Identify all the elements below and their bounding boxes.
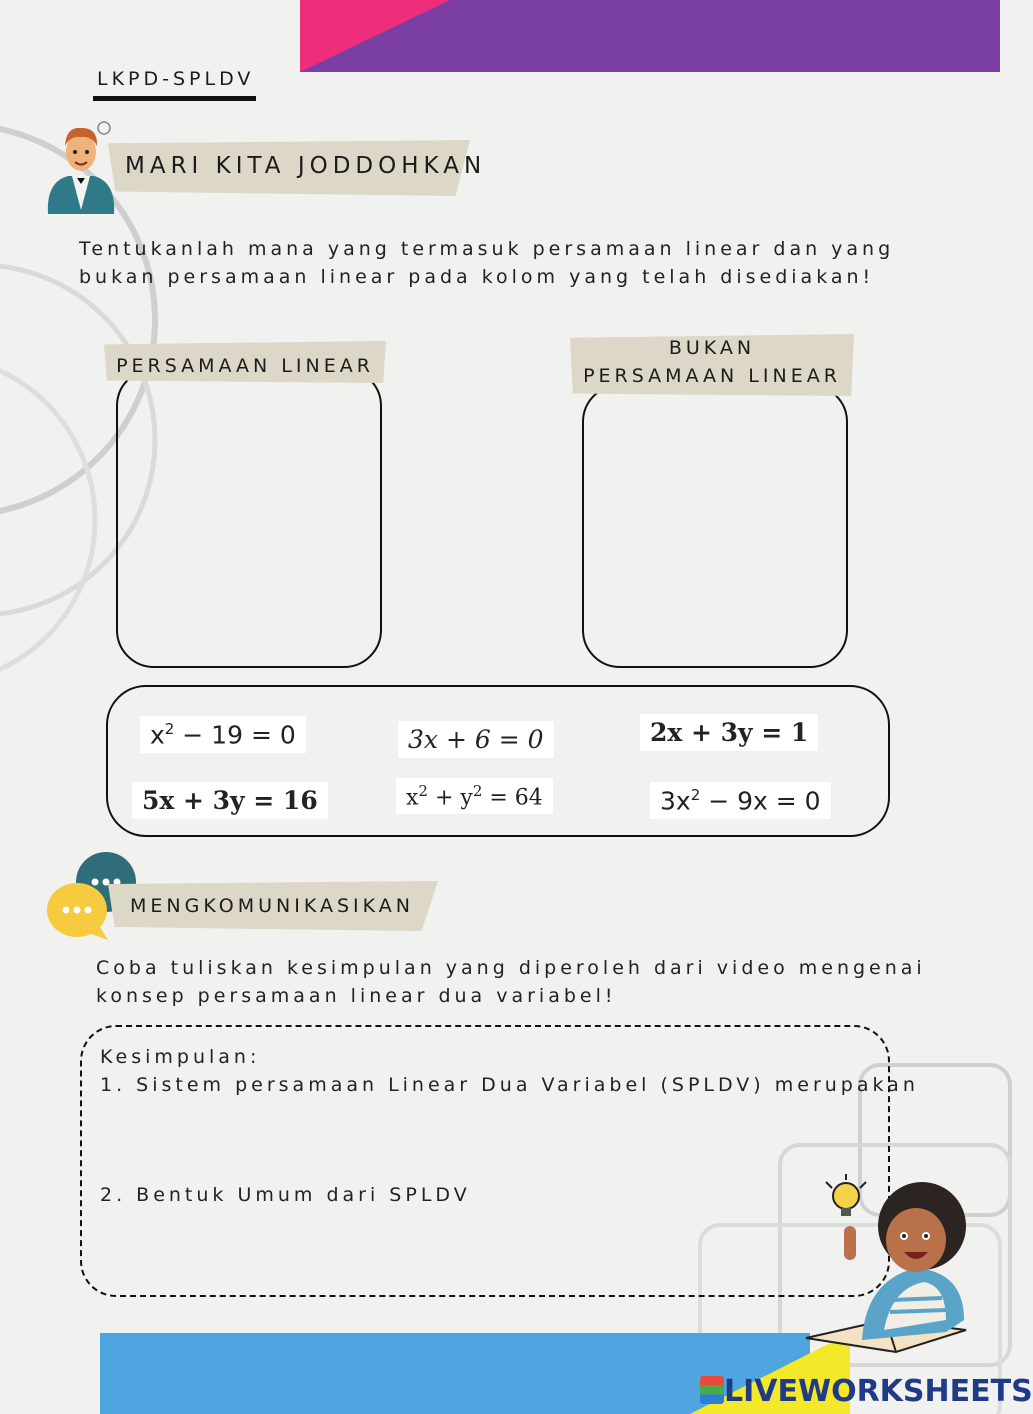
conclusion-point2: 2. Bentuk Umum dari SPLDV (100, 1184, 471, 1206)
equation-tile[interactable]: $3x^2 - 9x = 0$ (650, 782, 831, 819)
linear-drop-zone[interactable] (116, 368, 382, 668)
equation-tile[interactable]: 2x + 3y = 1 (640, 714, 818, 751)
nonlinear-label-line1: BUKAN (668, 337, 756, 359)
section2-title: MENGKOMUNIKASIKAN (130, 895, 414, 917)
student-illustration (796, 1170, 976, 1355)
linear-column-label: PERSAMAAN LINEAR (116, 355, 374, 377)
section2-instruction: Coba tuliskan kesimpulan yang diperoleh dari video mengenai konsep persamaan linear dua variabel! (96, 957, 926, 1007)
deco-circle (0, 355, 95, 685)
doc-code: LKPD-SPLDV (97, 68, 255, 90)
conclusion-point1: 1. Sistem persamaan Linear Dua Variabel (SPLDV) merupakan (100, 1074, 919, 1096)
brand-name: LIVEWORKSHEETS (724, 1374, 1033, 1409)
section1-instruction: Tentukanlah mana yang termasuk persamaan linear dan yang bukan persamaan linear pada kolom yang telah disediakan! (79, 238, 895, 288)
section1-title: MARI KITA JODDOHKAN (125, 153, 487, 179)
doc-code-underline (93, 96, 256, 101)
top-banner (300, 0, 1000, 72)
teacher-avatar (42, 118, 120, 216)
nonlinear-drop-zone[interactable] (582, 384, 848, 668)
brand-icon (700, 1376, 724, 1404)
conclusion-label: Kesimpulan: (100, 1046, 261, 1068)
equation-tile[interactable]: 3x + 6 = 0 (398, 721, 554, 758)
equation-tile[interactable]: $x^2 - 19 = 0$ (140, 716, 306, 753)
nonlinear-label-line2: PERSAMAAN LINEAR (583, 365, 841, 387)
equation-tile[interactable]: $x^2 + y^2 = 64$ (396, 778, 553, 814)
equation-tile[interactable]: 5x + 3y = 16 (132, 782, 328, 819)
liveworksheets-logo (700, 1374, 1033, 1409)
